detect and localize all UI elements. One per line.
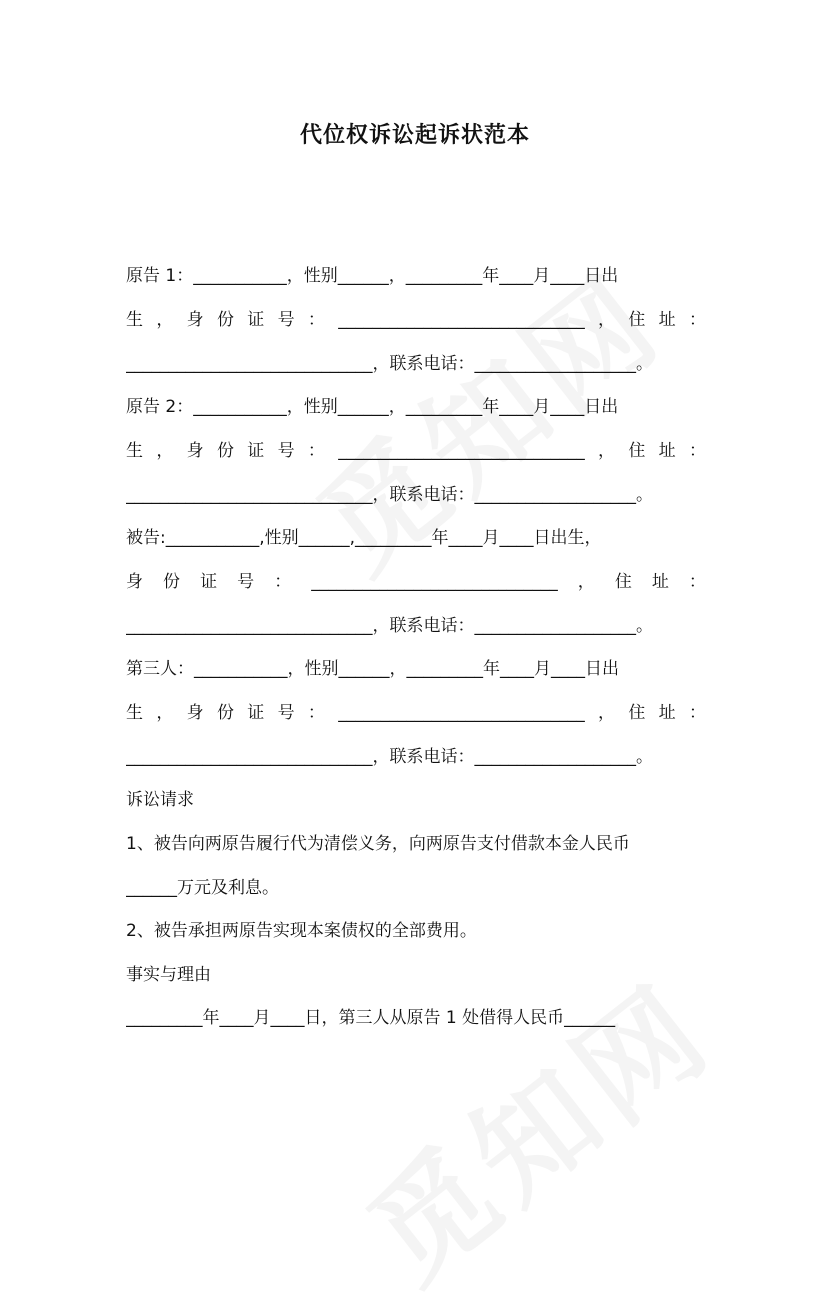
text-segment: 身: [186, 310, 204, 330]
defendant-line-2: [126, 570, 706, 594]
text-segment: 住: [614, 572, 632, 592]
text-segment: 号: [237, 572, 255, 592]
text-segment: ，: [156, 703, 174, 723]
text-segment: 身: [186, 441, 204, 461]
text-segment: ：: [688, 310, 706, 330]
text-segment: 份: [216, 703, 234, 723]
party-1-line-1: 原告 1：___________，性别______，_________年____月____日出: [126, 266, 619, 286]
text-segment: 证: [200, 572, 218, 592]
party-2-line-1: 原告 2：___________，性别______，_________年____月____日出: [126, 397, 619, 417]
text-segment: 份: [216, 310, 234, 330]
watermark: [328, 938, 741, 1314]
text-segment: 生: [126, 310, 143, 330]
text-segment: 证: [247, 310, 265, 330]
text-segment: 号: [277, 310, 295, 330]
text-segment: 号: [277, 703, 295, 723]
text-segment: 证: [247, 441, 265, 461]
facts-line-1: _________年____月____日，第三人从原告 1 处借得人民币______: [126, 1008, 616, 1028]
text-segment: 份: [163, 572, 181, 592]
defendant-line-3: _____________________________，联系电话：___________________。: [126, 616, 653, 636]
id-number-blank: _____________________________: [338, 441, 585, 461]
text-segment: ，: [598, 310, 615, 330]
text-segment: ，: [156, 441, 174, 461]
text-segment: 住: [628, 441, 646, 461]
text-segment: ，: [577, 572, 595, 592]
text-segment: 址: [658, 441, 676, 461]
third-party-line-2: [126, 701, 706, 725]
party-2-line-2: [126, 439, 706, 463]
party-1-line-2: [126, 308, 706, 332]
text-segment: 生: [126, 703, 143, 723]
text-segment: ：: [307, 703, 325, 723]
text-segment: 址: [651, 572, 669, 592]
text-segment: ：: [688, 572, 706, 592]
text-segment: ：: [307, 310, 325, 330]
claim-1-line-2: ______万元及利息。: [126, 878, 279, 898]
text-segment: 身: [126, 572, 143, 592]
defendant-line-1: 被告:___________,性别______,_________年____月____日出生，: [126, 528, 602, 548]
text-segment: ，: [598, 703, 615, 723]
id-number-blank: _____________________________: [311, 572, 558, 592]
third-party-line-3: _____________________________，联系电话：___________________。: [126, 747, 653, 767]
text-segment: 址: [658, 310, 676, 330]
party-1-line-3: _____________________________，联系电话：___________________。: [126, 354, 653, 374]
text-segment: ：: [307, 441, 325, 461]
text-segment: 份: [216, 441, 234, 461]
text-segment: ：: [688, 703, 706, 723]
text-segment: 住: [628, 310, 646, 330]
text-segment: 身: [186, 703, 204, 723]
text-segment: 址: [658, 703, 676, 723]
claim-2: 2、被告承担两原告实现本案债权的全部费用。: [126, 921, 477, 941]
facts-heading: 事实与理由: [126, 965, 211, 985]
text-segment: ，: [156, 310, 174, 330]
text-segment: 生: [126, 441, 143, 461]
document-title: 代位权诉讼起诉状范本: [299, 123, 530, 148]
claim-1-line-1: 1、被告向两原告履行代为清偿义务，向两原告支付借款本金人民币: [126, 834, 630, 854]
text-segment: ：: [274, 572, 292, 592]
third-party-line-1: 第三人：___________，性别______，_________年____月____日出: [126, 659, 619, 679]
text-segment: 号: [277, 441, 295, 461]
text-segment: ：: [688, 441, 706, 461]
claims-heading: 诉讼请求: [126, 790, 194, 810]
text-segment: 证: [247, 703, 265, 723]
text-segment: ，: [598, 441, 615, 461]
text-segment: 住: [628, 703, 646, 723]
party-2-line-3: _____________________________，联系电话：___________________。: [126, 485, 653, 505]
id-number-blank: _____________________________: [338, 310, 585, 330]
id-number-blank: _____________________________: [338, 703, 585, 723]
